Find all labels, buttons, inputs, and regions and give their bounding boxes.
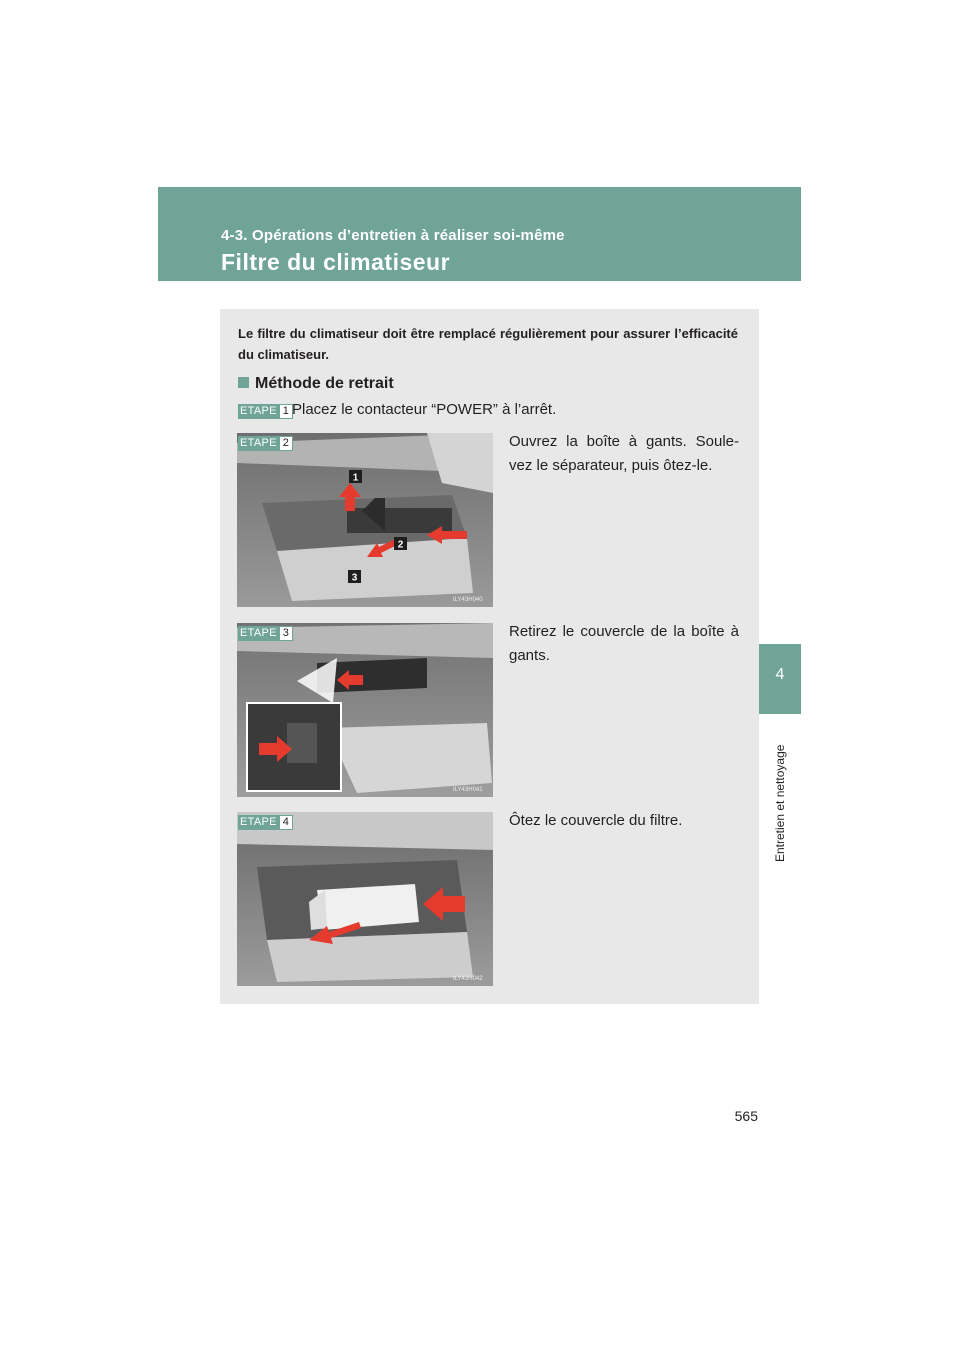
chapter-side-label bbox=[765, 728, 795, 888]
chapter-label: Entretien et nettoyage bbox=[773, 744, 787, 862]
step-4-text: Ôtez le couvercle du filtre. bbox=[509, 812, 683, 829]
callout-3 bbox=[348, 570, 361, 584]
step-3-photo bbox=[237, 623, 493, 797]
image-code: ILY43H042 bbox=[453, 976, 483, 982]
callout-1-label: 1 bbox=[352, 472, 359, 484]
step-label: ETAPE bbox=[240, 816, 277, 828]
step-number: 3 bbox=[279, 626, 293, 641]
intro-paragraph: Le filtre du climatiseur doit être remplacé régulièrement pour assurer l’efficacité du climatiseur. bbox=[238, 326, 738, 362]
step-4-badge bbox=[238, 815, 293, 830]
square-bullet-icon bbox=[238, 377, 249, 388]
chapter-number: 4 bbox=[775, 666, 785, 683]
image-code: ILY43H041 bbox=[453, 787, 483, 793]
step-3-text: Retirez le couvercle de la boîte à gants. bbox=[509, 623, 739, 664]
callout-2-label: 2 bbox=[397, 539, 404, 551]
step-number: 1 bbox=[279, 404, 293, 419]
step-label: ETAPE bbox=[240, 405, 277, 417]
step-label: ETAPE bbox=[240, 627, 277, 639]
step-label: ETAPE bbox=[240, 437, 277, 449]
step-2-photo bbox=[237, 433, 493, 607]
method-heading bbox=[238, 375, 394, 393]
image-code: ILY43H040 bbox=[453, 597, 483, 603]
callout-3-label: 3 bbox=[351, 572, 358, 584]
step-4-photo bbox=[237, 812, 493, 986]
step-2-badge bbox=[238, 436, 293, 451]
step-1-badge bbox=[238, 404, 293, 419]
step-3-badge bbox=[238, 626, 293, 641]
callout-2 bbox=[394, 537, 407, 551]
chapter-tab bbox=[759, 644, 801, 714]
callout-1 bbox=[349, 470, 362, 484]
section-label: 4-3. Opérations d’entretien à réaliser soi-même bbox=[221, 227, 565, 244]
page-title: Filtre du climatiseur bbox=[221, 249, 451, 275]
content-panel bbox=[220, 309, 759, 1004]
step-number: 4 bbox=[279, 815, 293, 830]
chapter-header bbox=[158, 187, 801, 281]
step-2-text: Ouvrez la boîte à gants. Soule-vez le séparateur, puis ôtez-le. bbox=[509, 433, 739, 474]
method-heading-text: Méthode de retrait bbox=[255, 375, 394, 392]
step-1-text: Placez le contacteur “POWER” à l’arrêt. bbox=[292, 401, 557, 418]
page-number: 565 bbox=[734, 1108, 758, 1124]
step-number: 2 bbox=[279, 436, 293, 451]
